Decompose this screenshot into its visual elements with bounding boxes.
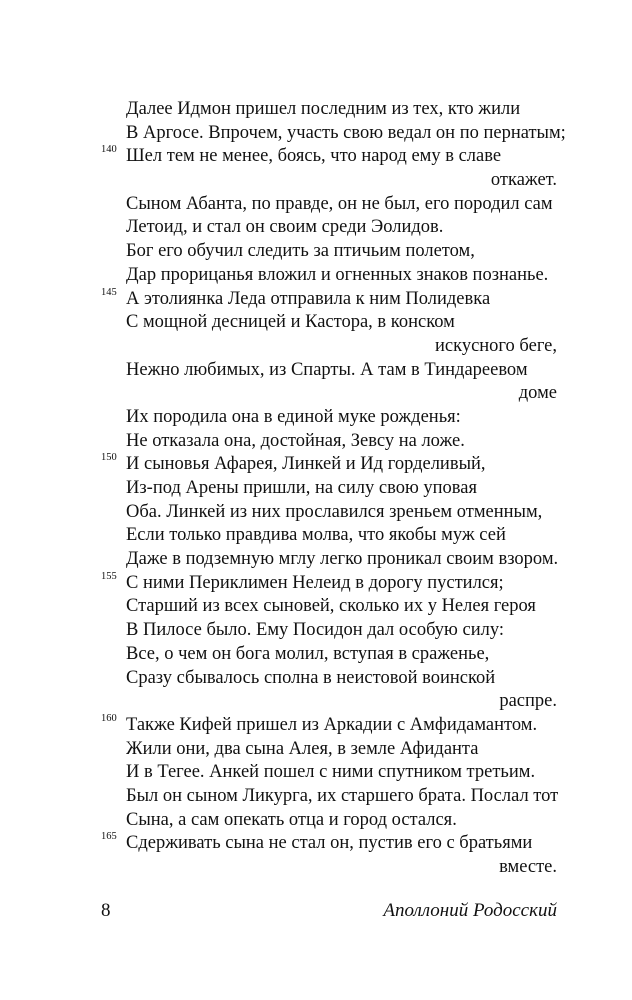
verse-text: Если только правдива молва, что якобы муж сей [126, 525, 506, 546]
verse-text: Оба. Линкей из них прославился зреньем отменным, [126, 501, 543, 522]
verse-text: искусного беге, [434, 335, 557, 356]
verse-line-continuation [0, 169, 632, 193]
verse-text: Из-под Арены пришли, на силу свою уповая [126, 478, 478, 498]
verse-line [0, 453, 632, 477]
verse-line-continuation [0, 690, 632, 714]
verse-line [0, 595, 632, 619]
verse-line [0, 98, 632, 122]
verse-line [0, 240, 632, 264]
verse-line [0, 572, 632, 596]
verse-text: Нежно любимых, из Спарты. А там в Тиндареевом [126, 359, 528, 380]
line-number: 145 [101, 286, 117, 298]
verse-text: Жили они, два сына Алея, в земле Афиданта [126, 738, 479, 759]
verse-text: Сразу сбывалось сполна в неистовой воинской [126, 667, 496, 688]
verse-line [0, 761, 632, 785]
verse-text: А этолиянка Леда отправила к ним Полидевка [126, 288, 491, 309]
verse-text: С мощной десницей и Кастора, в конском [126, 312, 455, 333]
verse-line [0, 145, 632, 169]
verse-text: Был он сыном Ликурга, их старшего брата. Послал тот [126, 785, 559, 806]
verse-text: В Аргосе. Впрочем, участь свою ведал он по пернатым; [126, 122, 566, 143]
verse-line [0, 714, 632, 738]
line-number: 140 [101, 144, 117, 156]
running-author-name: Аполлоний Родосский [383, 900, 557, 921]
verse-line [0, 832, 632, 856]
verse-line [0, 738, 632, 762]
verse-text: Сыном Абанта, по правде, он не был, его породил сам [126, 193, 553, 214]
verse-line [0, 264, 632, 288]
verse-line [0, 311, 632, 335]
line-number: 150 [101, 452, 117, 464]
verse-line [0, 477, 632, 501]
verse-text: Дар прорицанья вложил и огненных знаков познанье. [126, 264, 549, 285]
verse-text: Даже в подземную мглу легко проникал своим взором. [126, 549, 559, 570]
verse-text: В Пилосе было. Ему Посидон дал особую силу: [126, 620, 504, 641]
verse-line [0, 619, 632, 643]
verse-line [0, 501, 632, 525]
verse-line [0, 288, 632, 312]
verse-text: Все, о чем он бога молил, вступая в сраженье, [126, 643, 490, 664]
verse-text: откажет. [490, 170, 557, 191]
verse-text: вместе. [499, 857, 557, 877]
verse-line-continuation [0, 382, 632, 406]
verse-text: И сыновья Афарея, Линкей и Ид горделивый, [126, 454, 486, 475]
verse-text: Далее Идмон пришел последним из тех, кто жили [126, 99, 521, 119]
verse-line [0, 548, 632, 572]
line-number: 160 [101, 712, 117, 724]
verse-line [0, 430, 632, 454]
verse-text: Бог его обучил следить за птичьим полетом, [126, 241, 475, 262]
verse-line-continuation [0, 335, 632, 359]
verse-text: Не отказала она, достойная, Зевсу на ложе. [126, 430, 465, 451]
verse-text: Сына, а сам опекать отца и город остался. [126, 809, 457, 830]
verse-line [0, 667, 632, 691]
verse-text: Шел тем не менее, боясь, что народ ему в славе [126, 146, 502, 167]
verse-line [0, 643, 632, 667]
line-number: 155 [101, 570, 117, 582]
verse-text: Летоид, и стал он своим среди Эолидов. [126, 217, 444, 238]
line-number: 165 [101, 831, 117, 843]
poem-text [0, 98, 632, 880]
verse-line [0, 122, 632, 146]
verse-line [0, 216, 632, 240]
verse-line-continuation [0, 856, 632, 880]
verse-line [0, 809, 632, 833]
verse-text: С ними Периклимен Нелеид в дорогу пустился; [126, 572, 504, 593]
page-number: 8 [101, 900, 111, 921]
verse-text: Сдерживать сына не стал он, пустив его с братьями [126, 833, 533, 854]
verse-text: Их породила она в единой муке рожденья: [126, 406, 461, 427]
verse-line [0, 193, 632, 217]
verse-text: Старший из всех сыновей, сколько их у Нелея героя [126, 596, 536, 617]
verse-text: доме [518, 383, 557, 404]
verse-line [0, 359, 632, 383]
verse-line [0, 406, 632, 430]
verse-text: И в Тегее. Анкей пошел с ними спутником третьим. [126, 762, 536, 783]
verse-text: распре. [499, 691, 557, 712]
verse-text: Также Кифей пришел из Аркадии с Амфидамантом. [126, 714, 538, 735]
verse-line [0, 524, 632, 548]
verse-line [0, 785, 632, 809]
